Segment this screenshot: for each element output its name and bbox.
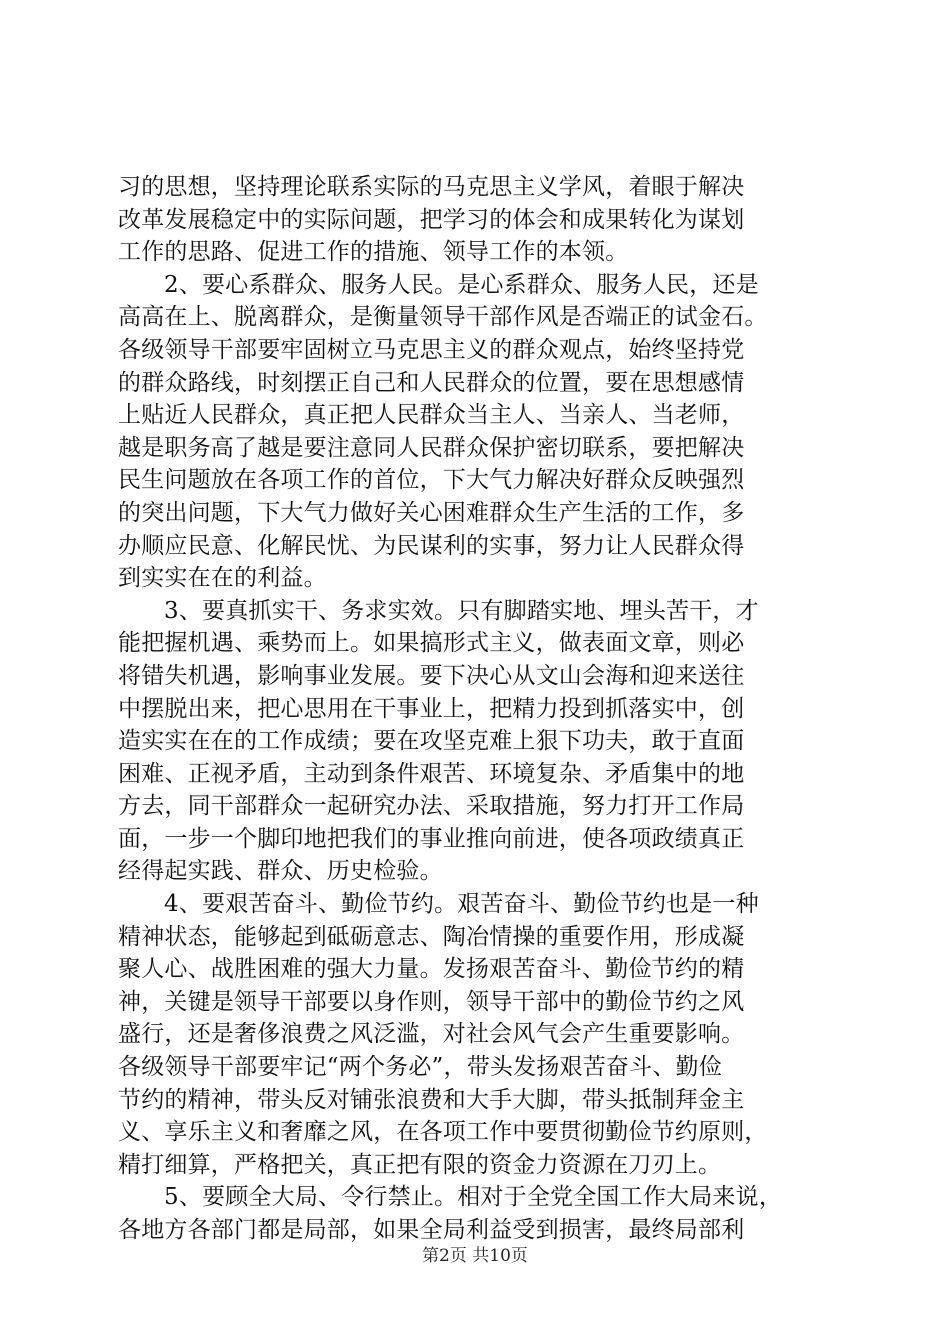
text-line: 习的思想，坚持理论联系实际的马克思主义学风，着眼于解决: [118, 174, 745, 200]
text-line: 经得起实践、群众、历史检验。: [118, 858, 443, 885]
text-line: 困难、正视矛盾，主动到条件艰苦、环境复杂、矛盾集中的地: [118, 760, 745, 787]
text-line: 将错失机遇，影响事业发展。要下决心从文山会海和迎来送往: [118, 662, 745, 689]
text-line: 民生问题放在各项工作的首位，下大气力解决好群众反映强烈: [118, 467, 745, 494]
text-line: 越是职务高了越是要注意同人民群众保护密切联系，要把解决: [118, 434, 745, 461]
body-text: [118, 171, 858, 1247]
text-line: 各级领导干部要牢记“两个务必”，带头发扬艰苦奋斗、勤俭: [118, 1054, 722, 1081]
paragraph-2-start: 2、要心系群众、服务人民。是心系群众、服务人民，还是: [164, 271, 759, 298]
text-line: 精打细算，严格把关，真正把有限的资金力资源在刀刃上。: [118, 1151, 722, 1178]
paragraph-4-start: 4、要艰苦奋斗、勤俭节约。艰苦奋斗、勤俭节约也是一种: [164, 891, 759, 918]
text-line: 中摆脱出来，把心思用在干事业上，把精力投到抓落实中，创: [118, 695, 745, 722]
text-line: 方去，同干部群众一起研究办法、采取措施，努力打开工作局: [118, 793, 745, 820]
text-line: 改革发展稳定中的实际问题，把学习的体会和成果转化为谋划: [118, 206, 745, 233]
text-line: 盛行，还是奢侈浪费之风泛滥，对社会风气会产生重要影响。: [118, 1021, 745, 1048]
text-line: 到实实在在的利益。: [118, 565, 327, 592]
text-line: 神，关键是领导干部要以身作则，领导干部中的勤俭节约之风: [118, 988, 745, 1015]
paragraph-3-start: 3、要真抓实干、务求实效。只有脚踏实地、埋头苦干，才: [164, 597, 759, 624]
text-line: 各地方各部门都是局部，如果全局利益受到损害，最终局部利: [118, 1217, 745, 1243]
text-line: 各级领导干部要牢固树立马克思主义的群众观点，始终坚持党: [118, 336, 745, 363]
text-line: 义、享乐主义和奢靡之风，在各项工作中要贯彻勤俭节约原则，: [118, 1119, 768, 1146]
page-number-footer: 第2页 共10页: [422, 1246, 528, 1266]
text-line: 的突出问题，下大气力做好关心困难群众生产生活的工作，多: [118, 499, 745, 526]
text-line: 节约的精神，带头反对铺张浪费和大手大脚，带头抵制拜金主: [118, 1086, 745, 1113]
text-line: 造实实在在的工作成绩；要在攻坚克难上狠下功夫，敢于直面: [118, 728, 745, 755]
text-line: 高高在上、脱离群众，是衡量领导干部作风是否端正的试金石。: [118, 304, 768, 331]
text-line: 聚人心、战胜困难的强大力量。发扬艰苦奋斗、勤俭节约的精: [118, 956, 745, 983]
text-line: 精神状态，能够起到砥砺意志、陶冶情操的重要作用，形成凝: [118, 923, 745, 950]
text-line: 工作的思路、促进工作的措施、领导工作的本领。: [118, 239, 629, 266]
text-line: 办顺应民意、化解民忧、为民谋利的实事，努力让人民群众得: [118, 532, 745, 559]
text-line: 的群众路线，时刻摆正自己和人民群众的位置，要在思想感情: [118, 369, 745, 396]
paragraph-5-start: 5、要顾全大局、令行禁止。相对于全党全国工作大局来说，: [164, 1184, 783, 1211]
text-line: 上贴近人民群众，真正把人民群众当主人、当亲人、当老师，: [118, 402, 745, 429]
text-line: 面，一步一个脚印地把我们的事业推向前进，使各项政绩真正: [118, 825, 745, 852]
text-line: 能把握机遇、乘势而上。如果搞形式主义，做表面文章，则必: [118, 630, 745, 657]
